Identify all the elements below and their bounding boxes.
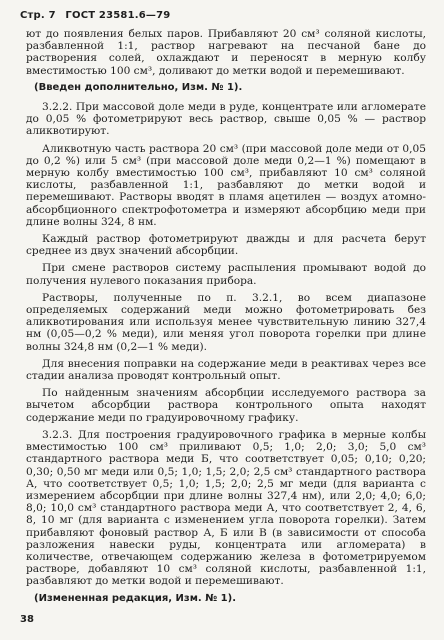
paragraph-calibration-lookup: По найденным значениям абсорбции исследуемого раствора за вычетом абсорбции раствора контрольного опыта находят содержание меди по градуировочному графику. bbox=[26, 387, 426, 424]
paragraph-aliquot: Аликвотную часть раствора 20 см³ (при массовой доле меди от 0,05 до 0,2 %) или 5 см³ (при массовой доле меди 0,2—1 %) помещают в мерную колбу вместимостью 100 см³, прибавляют 10 см³ соляной кислоты, разбавленной 1:1, разбавляют до метки водой и перемешивают. Растворы вводят в пламя ацетилен — воздух атомно-абсорбционного спектрофотометра и измеряют абсорбцию меди при длине волны 324, 8 нм. bbox=[26, 142, 426, 228]
amendment-note: (Введен дополнительно, Изм. № 1). bbox=[34, 81, 243, 93]
paragraph-measure-twice: Каждый раствор фотометрируют дважды и для расчета берут среднее из двух значений абсорбции. bbox=[26, 233, 426, 258]
paragraph-3-2-3: 3.2.3. Для построения градуировочного графика в мерные колбы вместимостью 100 см³ приливают 0,5; 1,0; 2,0; 3,0; 5,0 см³ стандартного раствора меди Б, что соответствует 0,05; 0,10; 0,20; 0,30; 0,50 мг меди или 0,5; 1,0; 1,5; 2,0; 2,5 см³ стандартного раствора А, что соответствует 0,5; 1,0; 1,5; 2,0; 2,5 мг меди (для варианта с измерением абсорбции при длине волны 327,4 нм), или 2,0; 4,0; 6,0; 8,0; 10,0 см³ стандартного раствора меди А, что соответствует 2, 4, 6, 8, 10 мг (для варианта с изменением угла поворота горелки). Затем прибавляют фоновый раствор А, Б или В (в зависимости от способа разложения навески руды, концентрата или агломерата) в количестве, отвечающем содержанию железа в фотометрируемом растворе, добавляют 10 см³ соляной кислоты, разбавленной 1:1, разбавляют до метки водой и перемешивают. bbox=[26, 428, 426, 588]
page-number: 38 bbox=[20, 614, 34, 625]
paragraph-solutions: Растворы, полученные по п. 3.2.1, во всем диапазоне определяемых содержаний меди можно фотометрировать без аликвотирования или используя менее чувствительную линию 327,4 нм (0,05—0,2 % меди), или меняя угол поворота горелки при длине волны 324,8 нм (0,2—1 % меди). bbox=[26, 291, 426, 353]
standard-designation: ГОСТ 23581.6—79 bbox=[65, 10, 171, 21]
amendment-note-revised: (Измененная редакция, Изм. № 1). bbox=[34, 592, 237, 604]
paragraph-rinse: При смене растворов систему распыления промывают водой до получения нулевого показания прибора. bbox=[26, 262, 426, 287]
page-label: Стр. 7 bbox=[20, 10, 56, 21]
paragraph-continuation: ют до появления белых паров. Прибавляют 20 см³ соляной кислоты, разбавленной 1:1, раствор нагревают на песчаной бане до растворения солей, охлаждают и переносят в мерную колбу вместимостью 100 см³, доливают до метки водой и перемешивают. bbox=[26, 28, 426, 77]
document-body bbox=[26, 28, 426, 612]
paragraph-control-experiment: Для внесения поправки на содержание меди в реактивах через все стадии анализа проводят контрольный опыт. bbox=[26, 357, 426, 383]
paragraph-3-2-2: 3.2.2. При массовой доле меди в руде, концентрате или агломерате до 0,05 % фотометрируют весь раствор, свыше 0,05 % — раствор аликвотируют. bbox=[26, 101, 426, 138]
page-header bbox=[20, 10, 176, 21]
